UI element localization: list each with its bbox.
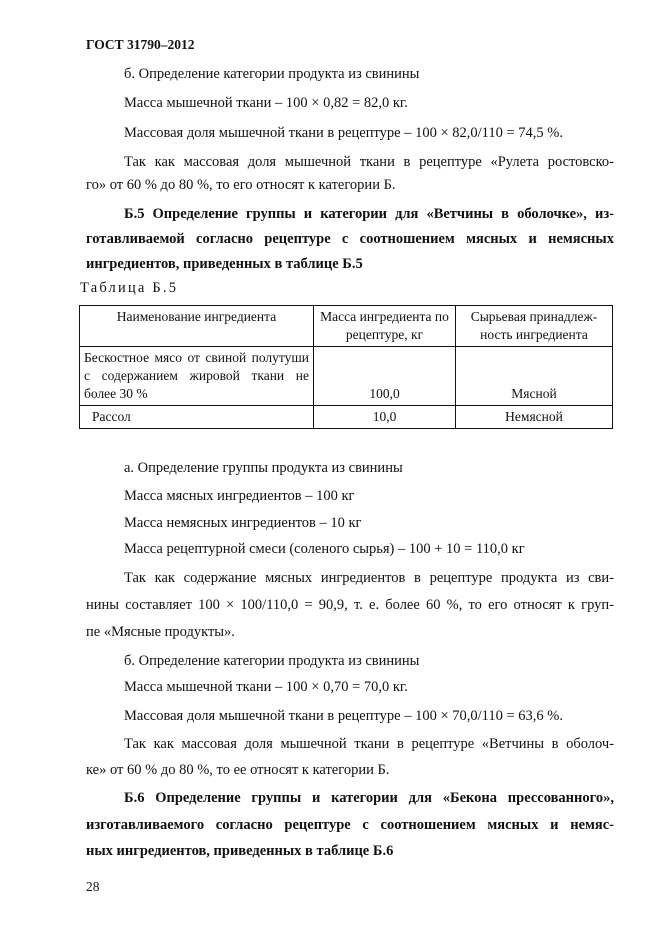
- table-caption: Таблица Б.5: [80, 280, 179, 296]
- page-number: 28: [86, 879, 100, 894]
- paragraph-line: пе «Мясные продукты».: [86, 624, 235, 640]
- section-heading-b5: Б.5 Определение группы и категории для «Ветчины в оболочке», из-: [124, 206, 614, 222]
- section-heading-b6: Б.6 Определение группы и категории для «Бекона прессованного»,: [124, 790, 614, 806]
- table-header-row: [80, 306, 613, 347]
- ingredient-mass-cell: 10,0: [314, 406, 456, 429]
- paragraph-line: го» от 60 % до 80 %, то его относят к категории Б.: [86, 177, 396, 193]
- section-heading-b6: изготавливаемого согласно рецептуре с соотношением мясных и немяс-: [86, 817, 614, 833]
- paragraph: Масса мясных ингредиентов – 100 кг: [124, 488, 355, 504]
- paragraph-line: Так как массовая доля мышечной ткани в рецептуре «Рулета ростовско-: [124, 154, 614, 170]
- paragraph-line: Так как содержание мясных ингредиентов в рецептуре продукта из сви-: [124, 570, 614, 586]
- document-code-header: ГОСТ 31790–2012: [86, 37, 195, 52]
- ingredient-mass-cell: 100,0: [314, 347, 456, 406]
- paragraph: Массовая доля мышечной ткани в рецептуре – 100 × 70,0/110 = 63,6 %.: [124, 708, 564, 724]
- table-row: [80, 347, 613, 406]
- paragraph: б. Определение категории продукта из свинины: [124, 66, 420, 82]
- paragraph: б. Определение категории продукта из свинины: [124, 653, 420, 669]
- column-header: Наименование ингредиента: [80, 306, 314, 347]
- section-heading-b5: готавливаемой согласно рецептуре с соотношением мясных и немясных: [86, 231, 614, 247]
- paragraph-line: нины составляет 100 × 100/110,0 = 90,9, т. е. более 60 %, то его относят к груп-: [86, 597, 614, 613]
- paragraph: а. Определение группы продукта из свинины: [124, 460, 403, 476]
- paragraph: Массовая доля мышечной ткани в рецептуре – 100 × 82,0/110 = 74,5 %.: [124, 125, 564, 141]
- column-header: Сырьевая принадлеж-ность ингредиента: [456, 306, 613, 347]
- column-header: Масса ингредиента по рецептуре, кг: [314, 306, 456, 347]
- paragraph-line: ке» от 60 % до 80 %, то ее относят к категории Б.: [86, 762, 390, 778]
- table-row: [80, 406, 613, 429]
- paragraph: Масса мышечной ткани – 100 × 0,70 = 70,0 кг.: [124, 679, 408, 695]
- paragraph: Масса мышечной ткани – 100 × 0,82 = 82,0 кг.: [124, 95, 408, 111]
- ingredient-type-cell: Немясной: [456, 406, 613, 429]
- ingredient-name-cell: Рассол: [80, 406, 314, 429]
- ingredients-table: [79, 305, 613, 429]
- paragraph: Масса рецептурной смеси (соленого сырья) – 100 + 10 = 110,0 кг: [124, 541, 525, 557]
- ingredient-name-cell: Бескостное мясо от свиной полутуши с содержанием жировой ткани не более 30 %: [80, 347, 314, 406]
- paragraph-line: Так как массовая доля мышечной ткани в рецептуре «Ветчины в оболоч-: [124, 736, 614, 752]
- ingredient-type-cell: Мясной: [456, 347, 613, 406]
- section-heading-b5: ингредиентов, приведенных в таблице Б.5: [86, 256, 363, 272]
- paragraph: Масса немясных ингредиентов – 10 кг: [124, 515, 362, 531]
- section-heading-b6: ных ингредиентов, приведенных в таблице Б.6: [86, 843, 394, 859]
